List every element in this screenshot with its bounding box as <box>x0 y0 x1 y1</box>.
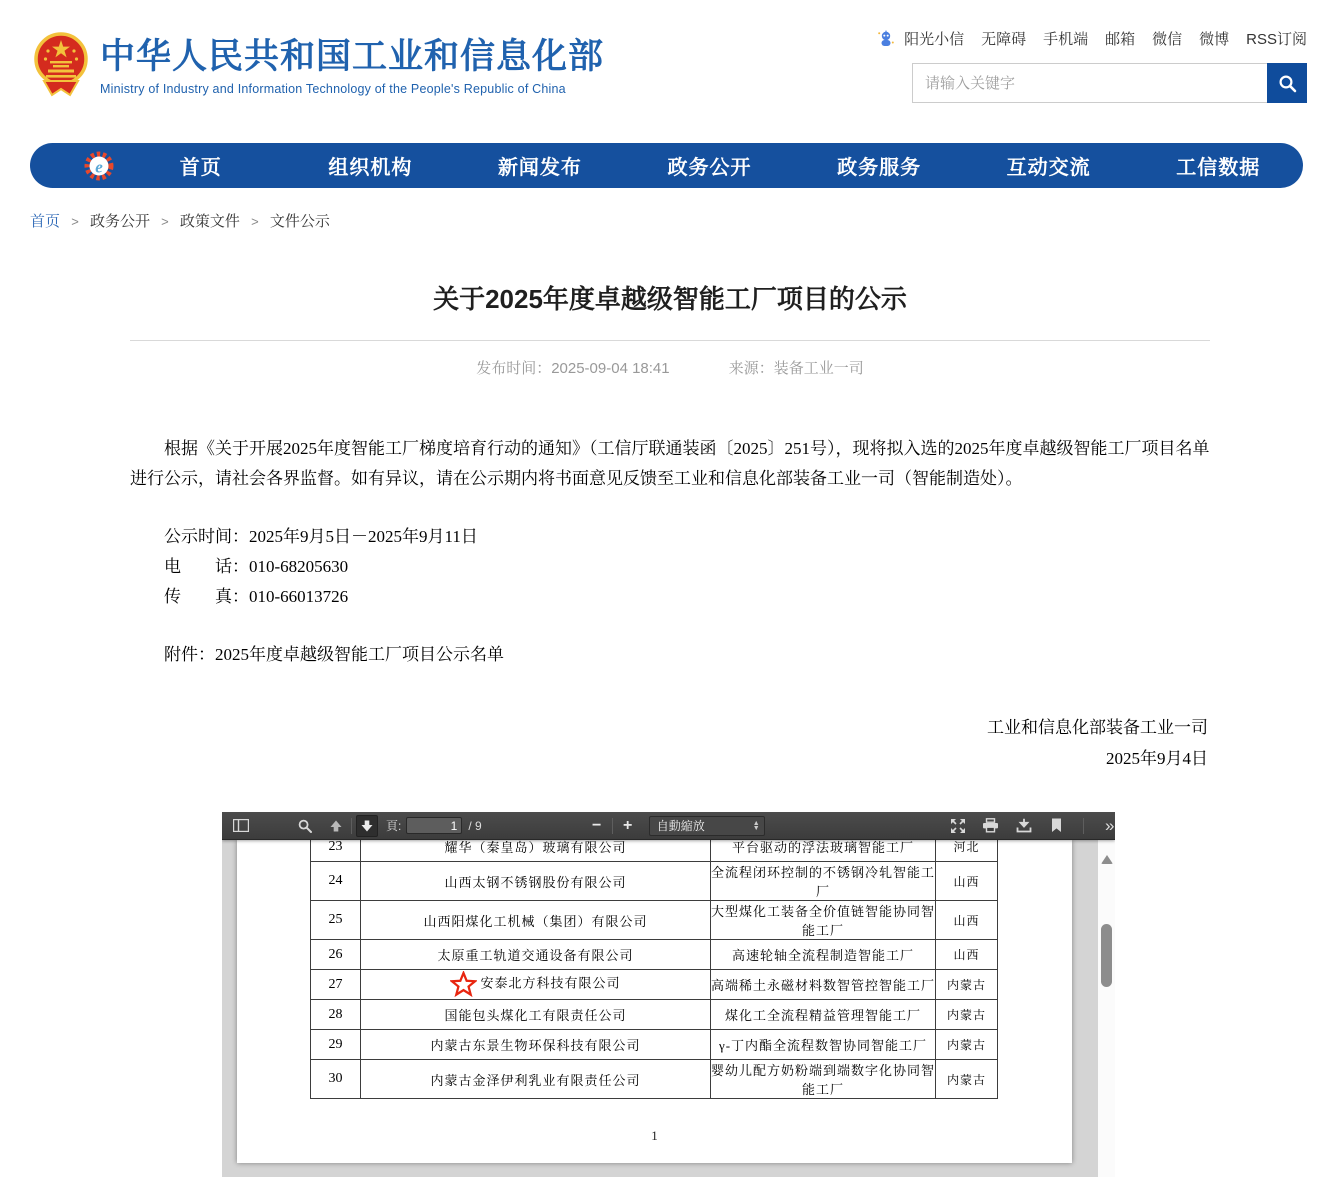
previous-page-button[interactable] <box>325 815 347 837</box>
chevron-double-right-icon: » <box>1104 815 1115 835</box>
article <box>130 284 1210 774</box>
svg-text:e: e <box>95 157 103 176</box>
title-divider <box>130 340 1210 341</box>
table-row: 25 山西阳煤化工机械（集团）有限公司 大型煤化工装备全价值链智能协同智能工厂 山西 <box>311 901 998 940</box>
article-body <box>130 434 1210 774</box>
search-input[interactable] <box>913 64 1267 102</box>
breadcrumb-separator: > <box>251 214 259 229</box>
download-button[interactable] <box>1013 815 1035 837</box>
page-label: 頁: <box>386 819 402 833</box>
minus-icon: − <box>592 816 602 834</box>
download-icon <box>1016 818 1032 833</box>
zoom-out-button[interactable] <box>586 815 608 837</box>
quick-links <box>877 28 1307 49</box>
signature-block <box>130 712 1210 774</box>
pdf-search-button[interactable] <box>294 815 316 837</box>
nav-items <box>116 151 1303 180</box>
pdf-page-number: 1 <box>651 1128 658 1143</box>
link-weibo[interactable]: 微博 <box>1199 31 1230 48</box>
plus-icon: + <box>623 816 633 834</box>
table-row-starred: 27 安泰北方科技有限公司 高端稀土永磁材料数智管控智能工厂 内蒙古 <box>311 970 998 1000</box>
pdf-viewer <box>222 812 1115 1177</box>
link-wechat[interactable]: 微信 <box>1152 31 1183 48</box>
sidebar-toggle-icon <box>233 819 249 832</box>
signature-department: 工业和信息化部装备工业一司 <box>987 718 1208 737</box>
printer-icon <box>982 818 999 833</box>
scroll-up-arrow-icon[interactable] <box>1101 855 1113 864</box>
nav-item-data[interactable]: 工信数据 <box>1176 157 1261 179</box>
nav-item-interaction[interactable]: 互动交流 <box>1006 157 1091 179</box>
main-nav <box>30 143 1303 188</box>
magnifier-icon <box>298 819 312 833</box>
arrow-up-icon <box>329 819 343 833</box>
paragraph-phone: 电 话：010-68205630 <box>164 557 349 576</box>
miit-gear-logo-icon[interactable] <box>82 149 116 183</box>
presentation-mode-button[interactable] <box>947 815 969 837</box>
nav-item-gov-services[interactable]: 政务服务 <box>837 157 922 179</box>
national-emblem-icon <box>34 31 88 99</box>
paragraph-intro: 根据《关于开展2025年度智能工厂梯度培育行动的通知》（工信厅联通装函〔2025〕251号），现将拟入选的2025年度卓越级智能工厂项目名单进行公示，请社会各界监督。如有异议，请在公示期内将书面意见反馈至工业和信息化部装备工业一司（智能制造处）。 <box>130 439 1210 488</box>
attachment-link[interactable]: 2025年度卓越级智能工厂项目公示名单 <box>215 645 504 664</box>
arrow-down-icon <box>360 819 374 833</box>
breadcrumb-home[interactable]: 首页 <box>30 213 61 230</box>
zoom-select[interactable] <box>649 816 765 836</box>
breadcrumb-gov-disclosure[interactable]: 政务公开 <box>89 213 150 230</box>
pdf-toolbar <box>222 812 1115 840</box>
site-title: 中华人民共和国工业和信息化部 <box>100 37 605 76</box>
breadcrumb <box>30 210 330 231</box>
table-row: 26 太原重工轨道交通设备有限公司 高速轮轴全流程制造智能工厂 山西 <box>311 940 998 970</box>
breadcrumb-policy-documents[interactable]: 政策文件 <box>179 213 240 230</box>
scrollbar-thumb[interactable] <box>1101 924 1112 987</box>
link-yangguang-xiaoxin[interactable]: 阳光小信 <box>904 31 965 48</box>
zoom-controls <box>586 815 765 837</box>
page-number-input[interactable] <box>406 817 462 834</box>
nav-item-gov-disclosure[interactable]: 政务公开 <box>667 157 752 179</box>
nav-item-organization[interactable]: 组织机构 <box>328 157 413 179</box>
paragraph-attachment <box>130 640 1210 670</box>
link-mail[interactable]: 邮箱 <box>1105 31 1136 48</box>
paragraph-publicity-period: 公示时间：2025年9月5日－2025年9月11日 <box>164 527 478 546</box>
article-meta <box>130 357 1210 378</box>
link-rss[interactable]: RSS订阅 <box>1246 31 1307 48</box>
pdf-page <box>237 840 1072 1163</box>
article-source: 来源：装备工业一司 <box>728 360 864 377</box>
nav-item-home[interactable]: 首页 <box>179 157 222 179</box>
breadcrumb-document-publicity[interactable]: 文件公示 <box>269 213 330 230</box>
table-row: 23 耀华（秦皇岛）玻璃有限公司 平台驱动的浮法玻璃智能工厂 河北 <box>311 840 998 862</box>
site-subtitle: Ministry of Industry and Information Technology of the People's Republic of China <box>100 82 566 96</box>
link-accessibility[interactable]: 无障碍 <box>981 31 1027 48</box>
pdf-scrollbar[interactable] <box>1098 840 1115 1177</box>
zoom-in-button[interactable] <box>617 815 639 837</box>
pdf-toolbar-right <box>947 815 1115 837</box>
search-icon <box>1278 74 1297 93</box>
bookmark-icon <box>1051 818 1062 833</box>
next-page-button[interactable] <box>356 815 378 837</box>
attachment-label: 附件： <box>164 645 215 664</box>
site-title-block <box>100 38 604 96</box>
search-bar <box>912 63 1307 103</box>
pdf-table <box>310 840 998 1099</box>
table-row: 28 国能包头煤化工有限责任公司 煤化工全流程精益管理智能工厂 内蒙古 <box>311 1000 998 1030</box>
table-row: 30 内蒙古金泽伊利乳业有限责任公司 婴幼儿配方奶粉端到端数字化协同智能工厂 内蒙古 <box>311 1060 998 1099</box>
paragraph-fax: 传 真：010-66013726 <box>164 587 349 606</box>
fullscreen-icon <box>950 818 966 834</box>
page-title: 关于2025年度卓越级智能工厂项目的公示 <box>433 284 907 314</box>
breadcrumb-separator: > <box>161 214 169 229</box>
red-star-icon <box>450 971 477 998</box>
search-button[interactable] <box>1267 63 1307 103</box>
zoom-select-value: 自動縮放 <box>656 819 705 833</box>
page-total: / 9 <box>468 818 482 833</box>
table-row: 29 内蒙古东景生物环保科技有限公司 γ-丁内酯全流程数智协同智能工厂 内蒙古 <box>311 1030 998 1060</box>
print-button[interactable] <box>980 815 1002 837</box>
more-tools-button[interactable] <box>1099 815 1115 837</box>
robot-icon <box>877 30 895 48</box>
publish-time: 发布时间：2025-09-04 18:41 <box>476 360 670 377</box>
bookmark-button[interactable] <box>1046 815 1068 837</box>
table-row: 24 山西太钢不锈钢股份有限公司 全流程闭环控制的不锈钢冷轧智能工厂 山西 <box>311 862 998 901</box>
signature-date: 2025年9月4日 <box>1106 749 1208 768</box>
select-arrows-icon: ▲ ▼ <box>752 819 760 832</box>
nav-item-news[interactable]: 新闻发布 <box>497 157 582 179</box>
sidebar-toggle-button[interactable] <box>230 815 252 837</box>
breadcrumb-separator: > <box>71 214 79 229</box>
link-mobile[interactable]: 手机端 <box>1043 31 1089 48</box>
